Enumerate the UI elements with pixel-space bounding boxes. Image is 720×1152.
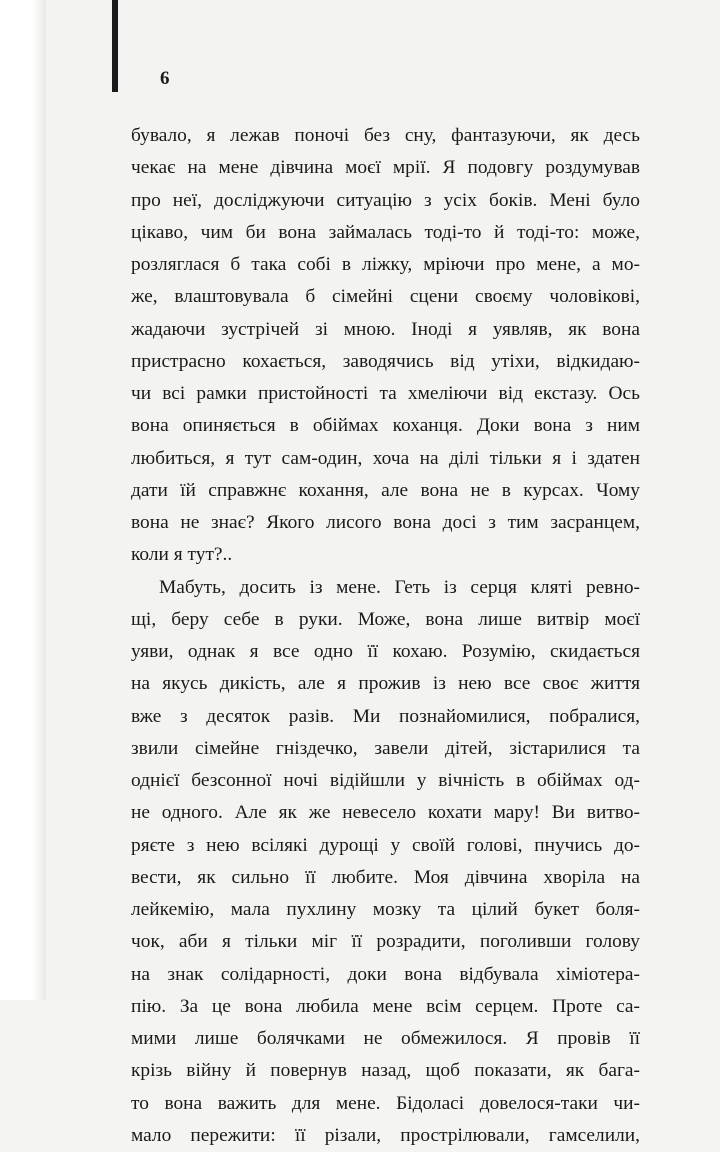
text-line: ряєте з нею всілякі дурощі у своїй голові, пнучись до- (131, 830, 640, 862)
paragraph (131, 572, 640, 1152)
text-line: крізь війну й повернув назад, щоб показати, як бага- (131, 1055, 640, 1087)
text-line: жадаючи зустрічей зі мною. Іноді я уявляв, як вона (131, 314, 640, 346)
text-line: щі, беру себе в руки. Може, вона лише витвір моєї (131, 604, 640, 636)
text-line: вже з десяток разів. Ми познайомилися, побралися, (131, 701, 640, 733)
text-line: дати їй справжнє кохання, але вона не в курсах. Чому (131, 475, 640, 507)
text-line: на якусь дикість, але я прожив із нею все своє життя (131, 668, 640, 700)
text-line: то вона важить для мене. Бідоласі довелося-таки чи- (131, 1088, 640, 1120)
text-line: чекає на мене дівчина моєї мрії. Я подовгу роздумував (131, 152, 640, 184)
text-line: не одного. Але як же невесело кохати мару! Ви витво- (131, 797, 640, 829)
page-margin-bar (112, 0, 118, 92)
text-line: же, влаштовувала б сімейні сцени своєму чоловікові, (131, 281, 640, 313)
text-line: розляглася б така собі в ліжку, мріючи про мене, а мо- (131, 249, 640, 281)
text-line: мими лише болячками не обмежилося. Я провів її (131, 1023, 640, 1055)
text-line: бувало, я лежав поночі без сну, фантазуючи, як десь (131, 120, 640, 152)
text-line: вона опиняється в обіймах коханця. Доки вона з ним (131, 410, 640, 442)
text-line: вона не знає? Якого лисого вона досі з тим засранцем, (131, 507, 640, 539)
text-line: чок, аби я тільки міг її розрадити, поголивши голову (131, 926, 640, 958)
text-line: чи всі рамки пристойності та хмеліючи від екстазу. Ось (131, 378, 640, 410)
paragraph (131, 120, 640, 572)
page-left-edge (0, 0, 46, 1000)
text-line: мало пережити: її різали, прострілювали, гамселили, (131, 1120, 640, 1152)
text-line: про неї, досліджуючи ситуацію з усіх боків. Мені було (131, 185, 640, 217)
text-line: Мабуть, досить із мене. Геть із серця кляті ревно- (131, 572, 640, 604)
text-line: вести, як сильно її любите. Моя дівчина хворіла на (131, 862, 640, 894)
text-line: звили сімейне гніздечко, завели дітей, зістарилися та (131, 733, 640, 765)
text-line: пристрасно кохається, заводячись від утіхи, відкидаю- (131, 346, 640, 378)
text-line: коли я тут?.. (131, 539, 640, 571)
text-line: на знак солідарності, доки вона відбувала хіміотера- (131, 959, 640, 991)
text-line: однієї безсонної ночі відійшли у вічність в обіймах од- (131, 765, 640, 797)
body-text (131, 120, 640, 1152)
text-line: уяви, однак я все одно її кохаю. Розумію, скидається (131, 636, 640, 668)
text-line: цікаво, чим би вона займалась тоді-то й тоді-то: може, (131, 217, 640, 249)
page-number: 6 (160, 68, 170, 90)
text-line: пію. За це вона любила мене всім серцем. Проте са- (131, 991, 640, 1023)
text-line: лейкемію, мала пухлину мозку та цілий букет боля- (131, 894, 640, 926)
text-line: любиться, я тут сам-один, хоча на ділі тільки я і здатен (131, 443, 640, 475)
